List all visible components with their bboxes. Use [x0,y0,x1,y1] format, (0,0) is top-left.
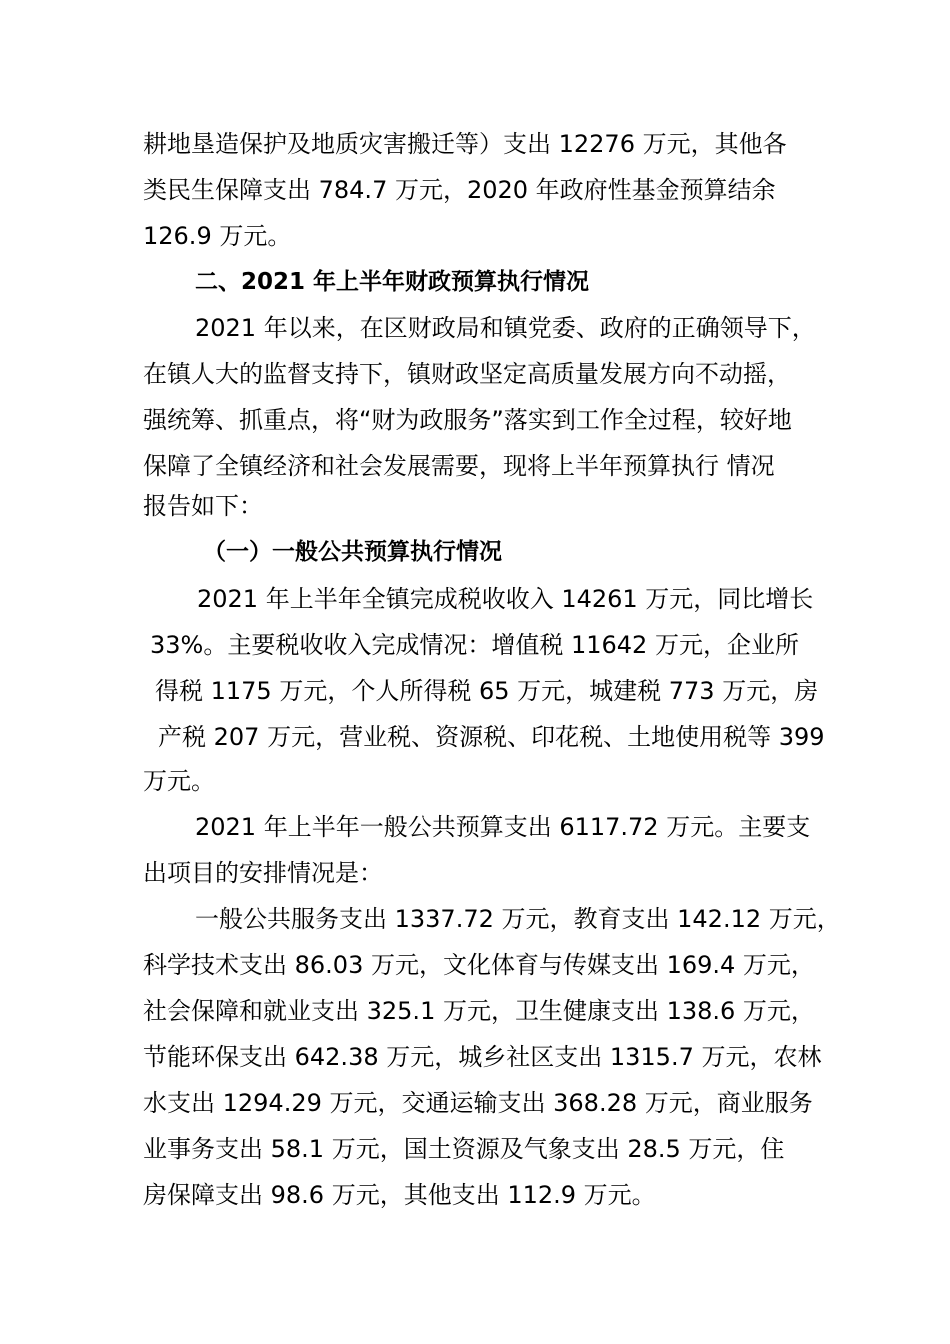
text-line: 水支出 1294.29 万元，交通运输支出 368.28 万元，商业服务 [143,1089,813,1117]
subsection-heading: （一）一般公共预算执行情况 [203,539,502,565]
text-line: 类民生保障支出 784.7 万元，2020 年政府性基金预算结余 [143,176,776,204]
text-line: 2021 年上半年全镇完成税收收入 14261 万元，同比增长 [197,585,814,613]
text-line: 在镇人大的监督支持下，镇财政坚定高质量发展方向不动摇， [143,360,791,388]
text-line: 耕地垦造保护及地质灾害搬迁等）支出 12276 万元，其他各 [143,130,787,158]
text-line: 2021 年上半年一般公共预算支出 6117.72 万元。主要支 [195,813,811,841]
text-line: 33%。主要税收收入完成情况：增值税 11642 万元，企业所 [150,631,799,659]
text-line: 一般公共服务支出 1337.72 万元，教育支出 142.12 万元， [195,905,841,933]
text-line: 社会保障和就业支出 325.1 万元，卫生健康支出 138.6 万元， [143,997,815,1025]
text-line: 节能环保支出 642.38 万元，城乡社区支出 1315.7 万元，农林 [143,1043,822,1071]
text-line: 出项目的安排情况是： [143,859,383,887]
section-heading: 二、2021 年上半年财政预算执行情况 [195,269,590,295]
text-line: 产税 207 万元，营业税、资源税、印花税、土地使用税等 399 [158,723,825,751]
text-line: 科学技术支出 86.03 万元，文化体育与传媒支出 169.4 万元， [143,951,815,979]
text-line: 业事务支出 58.1 万元，国土资源及气象支出 28.5 万元，住 [143,1135,785,1163]
text-line: 报告如下： [143,492,263,520]
text-line: 保障了全镇经济和社会发展需要，现将上半年预算执行 情况 [143,452,775,480]
text-line: 2021 年以来，在区财政局和镇党委、政府的正确领导下， [195,314,816,342]
text-line: 房保障支出 98.6 万元，其他支出 112.9 万元。 [143,1181,656,1209]
text-line: 得税 1175 万元，个人所得税 65 万元，城建税 773 万元，房 [155,677,819,705]
text-line: 126.9 万元。 [143,222,292,250]
text-line: 强统筹、抓重点，将“财为政服务”落实到工作全过程，较好地 [143,406,792,434]
text-line: 万元。 [143,767,215,795]
